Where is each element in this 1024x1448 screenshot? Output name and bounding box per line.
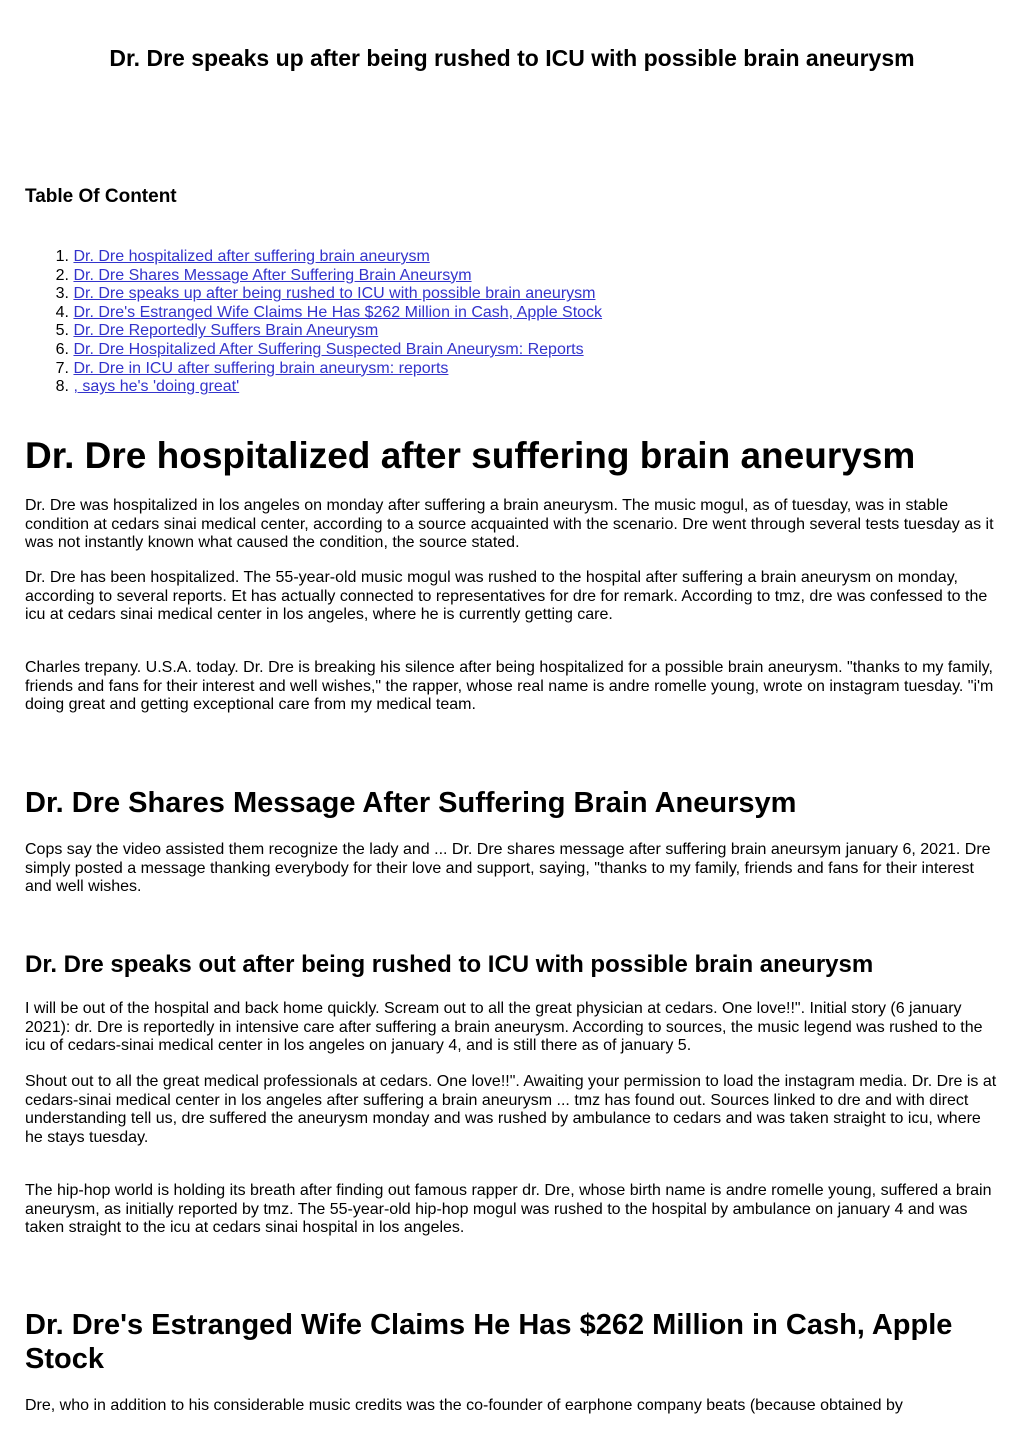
section-heading: Dr. Dre speaks out after being rushed to ICU with possible brain aneurysm: [25, 951, 874, 978]
section-3-body-2: [25, 1073, 1001, 1147]
section-3: [25, 951, 1001, 979]
toc-link-3[interactable]: Dr. Dre speaks up after being rushed to ICU with possible brain aneurysm: [73, 285, 596, 303]
toc-item: [25, 267, 602, 286]
section-3-body-3: [25, 1182, 1001, 1238]
section-2: [25, 786, 1001, 820]
toc-number: 3.: [55, 285, 69, 303]
section-heading: Dr. Dre's Estranged Wife Claims He Has $262 Million in Cash, Apple Stock: [25, 1309, 953, 1375]
section-heading: Dr. Dre hospitalized after suffering brain aneurysm: [25, 435, 916, 476]
toc-item: [25, 378, 602, 397]
toc-link-2[interactable]: Dr. Dre Shares Message After Suffering Brain Aneursym: [73, 266, 472, 284]
toc-number: 6.: [55, 340, 69, 358]
paragraph: Dre, who in addition to his considerable music credits was the co-founder of earphone company beats (because obtained by: [25, 1397, 903, 1414]
paragraph: Shout out to all the great medical professionals at cedars. One love!!". Awaiting your permission to load the instagram media. Dr. Dre is at cedars-sinai medical center in los angeles after suffering a brain aneurysm ... tmz has found out. Sources linked to dre and with direct understanding tell us, dre suffered the aneurysm monday and was rushed by ambulance to cedars and was taken straight to icu, where he stays tuesday.: [25, 1073, 997, 1146]
section-1: [25, 436, 1001, 476]
section-heading: Dr. Dre Shares Message After Suffering Brain Aneursym: [25, 787, 797, 819]
paragraph: The hip-hop world is holding its breath after finding out famous rapper dr. Dre, whose birth name is andre romelle young, suffered a brain aneurysm, as initially reported by tmz. The 55-year-old hip-hop mogul was rushed to the hospital by ambulance on january 4 and was taken straight to the icu at cedars sinai hospital in los angeles.: [25, 1182, 992, 1237]
toc-number: 2.: [55, 266, 69, 284]
toc-link-5[interactable]: Dr. Dre Reportedly Suffers Brain Aneurysm: [73, 322, 379, 340]
section-1-body-3: [25, 659, 1001, 715]
section-1-body: [25, 497, 1001, 553]
paragraph: Cops say the video assisted them recognize the lady and ... Dr. Dre shares message after suffering brain aneursym january 6, 2021. Dre simply posted a message thanking everybody for their love and support, saying, "thanks to my family, friends and fans for their interest and well wishes.: [25, 841, 991, 896]
toc-link-8[interactable]: , says he's 'doing great': [73, 378, 240, 396]
toc-number: 1.: [55, 248, 69, 265]
toc-link-1[interactable]: Dr. Dre hospitalized after suffering brain aneurysm: [73, 248, 430, 265]
toc-item: [25, 322, 602, 341]
paragraph: I will be out of the hospital and back home quickly. Scream out to all the great physician at cedars. One love!!". Initial story (6 january 2021): dr. Dre is reportedly in intensive care after suffering a brain aneurysm. According to sources, the music legend was rushed to the icu of cedars-sinai medical center in los angeles on january 4, and is still there as of january 5.: [25, 1000, 983, 1055]
table-of-contents: [25, 248, 602, 397]
document-title: Dr. Dre speaks up after being rushed to ICU with possible brain aneurysm: [109, 45, 915, 71]
section-1-body-2: [25, 569, 1001, 625]
toc-number: 7.: [55, 359, 69, 377]
toc-link-7[interactable]: Dr. Dre in ICU after suffering brain aneurysm: reports: [73, 359, 449, 377]
toc-number: 4.: [55, 303, 69, 321]
toc-item: [25, 285, 602, 304]
toc-item: [25, 304, 602, 323]
toc-link-6[interactable]: Dr. Dre Hospitalized After Suffering Suspected Brain Aneurysm: Reports: [73, 340, 584, 358]
paragraph: Charles trepany. U.S.A. today. Dr. Dre is breaking his silence after being hospitalized for a possible brain aneurysm. "thanks to my family, friends and fans for their interest and well wishes," the rapper, whose real name is andre romelle young, wrote on instagram tuesday. "i'm doing great and getting exceptional care from my medical team.: [25, 659, 994, 714]
section-4-body: [25, 1397, 1001, 1416]
toc-number: 5.: [55, 322, 69, 340]
toc-number: 8.: [55, 378, 69, 396]
section-4: [25, 1308, 1001, 1376]
section-2-body: [25, 841, 1001, 897]
paragraph: Dr. Dre was hospitalized in los angeles on monday after suffering a brain aneurysm. The music mogul, as of tuesday, was in stable condition at cedars sinai medical center, according to a source acquainted with the scenario. Dre went through several tests tuesday as it was not instantly known what caused the condition, the source stated.: [25, 497, 994, 552]
toc-item: [25, 248, 602, 267]
toc-item: [25, 360, 602, 379]
toc-heading: Table Of Content: [25, 186, 177, 207]
section-3-body: [25, 1000, 1001, 1056]
toc-item: [25, 341, 602, 360]
toc-link-4[interactable]: Dr. Dre's Estranged Wife Claims He Has $262 Million in Cash, Apple Stock: [73, 303, 603, 321]
paragraph: Dr. Dre has been hospitalized. The 55-year-old music mogul was rushed to the hospital after suffering a brain aneurysm on monday, according to several reports. Et has actually connected to representatives for dre for remark. According to tmz, dre was confessed to the icu at cedars sinai medical center in los angeles, where he is currently getting care.: [25, 569, 988, 624]
